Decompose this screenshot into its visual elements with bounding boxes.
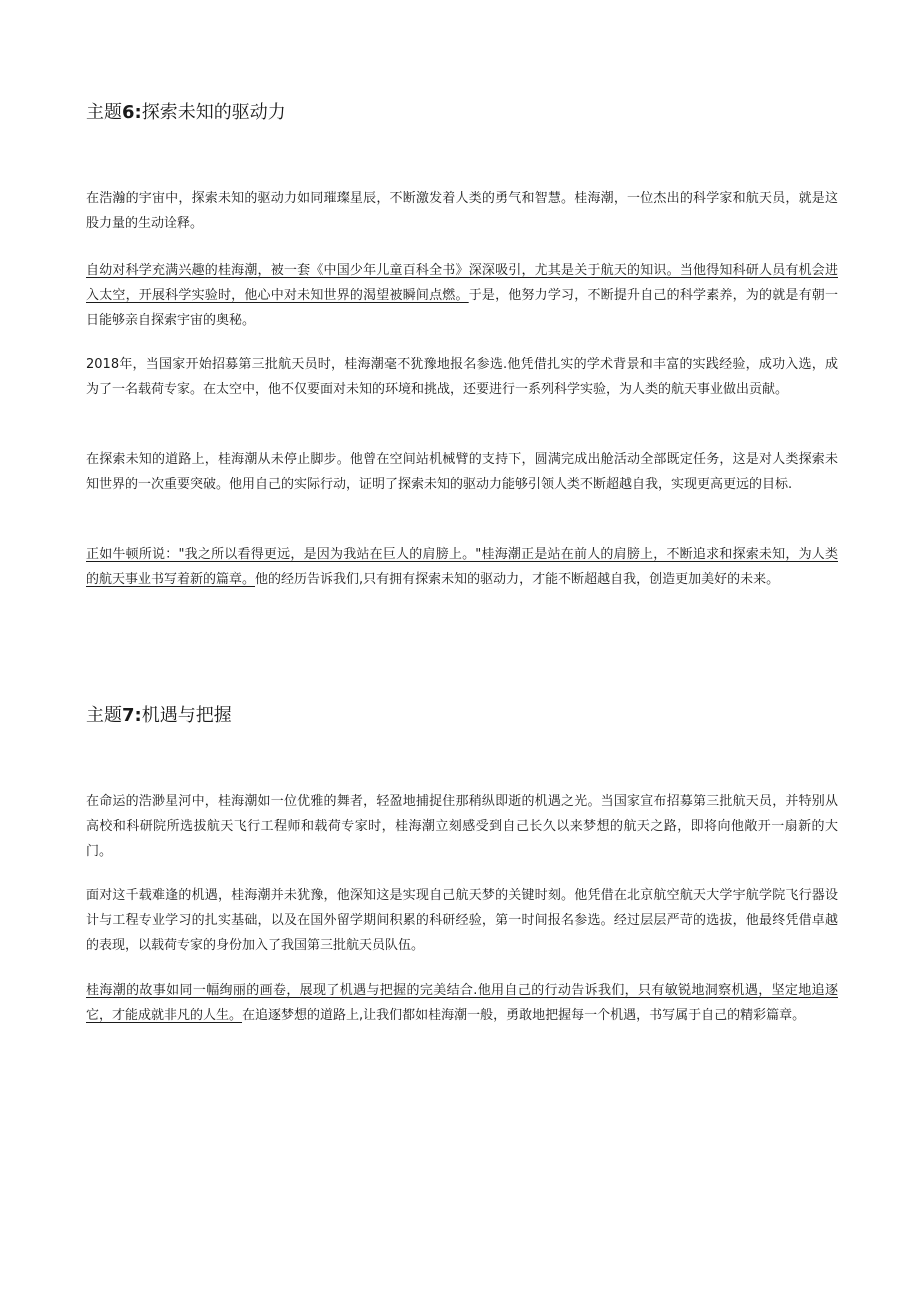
underlined-text: 正如牛顿所说："我之所以看得更远，是因为我站在巨人的肩膀上。"桂海潮正是站在前人的肩膀上，不断追求和探索未知，为人类的航天事业书写着新的篇章。 (86, 547, 838, 587)
section-title: 主题7:机遇与把握 (86, 705, 232, 726)
paragraph: 正如牛顿所说："我之所以看得更远，是因为我站在巨人的肩膀上。"桂海潮正是站在前人的肩膀上，不断追求和探索未知，为人类的航天事业书写着新的篇章。他的经历告诉我们,只有拥有探索未知的驱动力，才能不断超越自我，创造更加美好的未来。 (86, 547, 838, 587)
paragraph: 2018年，当国家开始招募第三批航天员时，桂海潮毫不犹豫地报名参选.他凭借扎实的学术背景和丰富的实践经验，成功入选，成为了一名载荷专家。在太空中，他不仅要面对未知的环境和挑战，还要进行一系列科学实验，为人类的航天事业做出贡献。 (86, 357, 838, 397)
paragraph: 在浩瀚的宇宙中，探索未知的驱动力如同璀璨星辰，不断激发着人类的勇气和智慧。桂海潮，一位杰出的科学家和航天员，就是这股力量的生动诠释。 (86, 191, 838, 231)
paragraph: 在命运的浩渺星河中，桂海潮如一位优雅的舞者，轻盈地捕捉住那稍纵即逝的机遇之光。当国家宣布招募第三批航天员，并特别从高校和科研院所选拔航天飞行工程师和载荷专家时，桂海潮立刻感受到自己长久以来梦想的航天之路，即将向他敞开一扇新的大门。 (86, 794, 838, 859)
section-title: 主题6:探索未知的驱动力 (86, 102, 286, 123)
paragraph: 桂海潮的故事如同一幅绚丽的画卷，展现了机遇与把握的完美结合.他用自己的行动告诉我们，只有敏锐地洞察机遇，坚定地追逐它，才能成就非凡的人生。在追逐梦想的道路上,让我们都如桂海潮一般，勇敢地把握每一个机遇，书写属于自己的精彩篇章。 (86, 983, 838, 1023)
paragraph: 自幼对科学充满兴趣的桂海潮，被一套《中国少年儿童百科全书》深深吸引，尤其是关于航天的知识。当他得知科研人员有机会进入太空，开展科学实验时，他心中对未知世界的渴望被瞬间点燃。于是，他努力学习，不断提升自己的科学素养，为的就是有朝一日能够亲自探索宇宙的奥秘。 (86, 263, 838, 328)
paragraph: 在探索未知的道路上，桂海潮从未停止脚步。他曾在空间站机械臂的支持下，圆满完成出舱活动全部既定任务，这是对人类探索未知世界的一次重要突破。他用自己的实际行动，证明了探索未知的驱动力能够引领人类不断超越自我，实现更高更远的目标. (86, 452, 838, 492)
underlined-text: 桂海潮的故事如同一幅绚丽的画卷，展现了机遇与把握的完美结合.他用自己的行动告诉我们，只有敏锐地洞察机遇，坚定地追逐它，才能成就非凡的人生。 (86, 983, 838, 1023)
paragraph: 面对这千载难逢的机遇，桂海潮并未犹豫，他深知这是实现自己航天梦的关键时刻。他凭借在北京航空航天大学宇航学院飞行器设计与工程专业学习的扎实基础，以及在国外留学期间积累的科研经验，第一时间报名参选。经过层层严苛的选拔，他最终凭借卓越的表现，以载荷专家的身份加入了我国第三批航天员队伍。 (86, 888, 838, 953)
underlined-text: 自幼对科学充满兴趣的桂海潮，被一套《中国少年儿童百科全书》深深吸引，尤其是关于航天的知识。当他得知科研人员有机会进入太空，开展科学实验时，他心中对未知世界的渴望被瞬间点燃。 (86, 263, 838, 303)
